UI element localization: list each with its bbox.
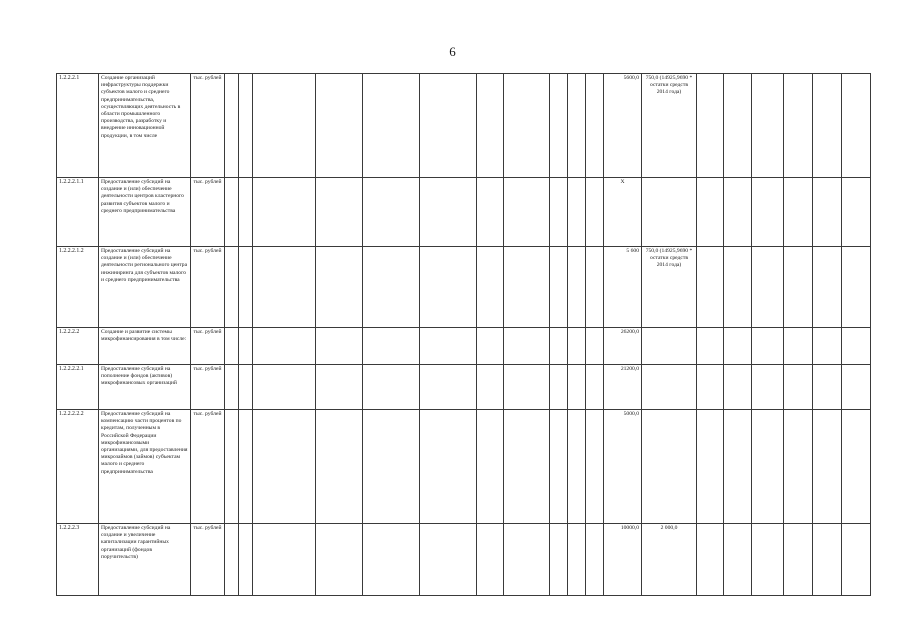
row-extra: 2 000,0 <box>642 524 697 596</box>
empty-cell <box>784 178 813 247</box>
empty-cell <box>568 178 586 247</box>
empty-cell <box>586 410 604 524</box>
empty-cell <box>420 328 477 365</box>
empty-cell <box>253 74 316 178</box>
empty-cell <box>724 524 752 596</box>
empty-cell <box>568 410 586 524</box>
empty-cell <box>253 524 316 596</box>
row-name: Предоставление субсидий на создание и (или) обеспечение деятельности регионального центра инжиниринга для субъектов малого и среднего предпринимательства <box>99 247 191 328</box>
table-row <box>57 365 871 410</box>
row-unit: тыс. рублей <box>191 74 225 178</box>
empty-cell <box>504 178 550 247</box>
empty-cell <box>724 74 752 178</box>
row-extra: 750,0 (14925,9690 * остатки средств 2014 года) <box>642 74 697 178</box>
empty-cell <box>316 247 363 328</box>
row-value: X <box>604 178 642 247</box>
empty-cell <box>568 524 586 596</box>
empty-cell <box>239 524 253 596</box>
empty-cell <box>568 328 586 365</box>
empty-cell <box>316 74 363 178</box>
empty-cell <box>724 247 752 328</box>
empty-cell <box>253 410 316 524</box>
empty-cell <box>253 365 316 410</box>
empty-cell <box>697 178 724 247</box>
empty-cell <box>363 410 420 524</box>
row-unit: тыс. рублей <box>191 410 225 524</box>
empty-cell <box>253 247 316 328</box>
empty-cell <box>813 365 842 410</box>
empty-cell <box>253 328 316 365</box>
empty-cell <box>752 524 784 596</box>
empty-cell <box>239 178 253 247</box>
row-unit: тыс. рублей <box>191 178 225 247</box>
empty-cell <box>784 247 813 328</box>
empty-cell <box>697 410 724 524</box>
empty-cell <box>842 74 871 178</box>
row-name: Предоставление субсидий на создание и увеличение капитализации гарантийных организаций (фондов поручительств) <box>99 524 191 596</box>
empty-cell <box>697 328 724 365</box>
empty-cell <box>477 365 504 410</box>
empty-cell <box>550 178 568 247</box>
empty-cell <box>550 410 568 524</box>
row-unit: тыс. рублей <box>191 524 225 596</box>
row-code: 1.2.2.2.2.2 <box>57 410 99 524</box>
empty-cell <box>316 178 363 247</box>
empty-cell <box>586 178 604 247</box>
empty-cell <box>813 328 842 365</box>
empty-cell <box>477 178 504 247</box>
empty-cell <box>363 74 420 178</box>
empty-cell <box>420 178 477 247</box>
row-code: 1.2.2.2.1.1 <box>57 178 99 247</box>
empty-cell <box>363 178 420 247</box>
empty-cell <box>784 328 813 365</box>
empty-cell <box>504 328 550 365</box>
empty-cell <box>784 524 813 596</box>
empty-cell <box>477 247 504 328</box>
empty-cell <box>724 328 752 365</box>
empty-cell <box>842 328 871 365</box>
empty-cell <box>697 74 724 178</box>
empty-cell <box>842 410 871 524</box>
empty-cell <box>697 247 724 328</box>
empty-cell <box>239 328 253 365</box>
row-value: 10000,0 <box>604 524 642 596</box>
empty-cell <box>784 365 813 410</box>
empty-cell <box>253 178 316 247</box>
row-code: 1.2.2.2.1 <box>57 74 99 178</box>
empty-cell <box>697 365 724 410</box>
empty-cell <box>225 328 239 365</box>
table-row <box>57 74 871 178</box>
row-name: Создание организаций инфраструктуры поддержки субъектов малого и среднего предпринимательства, осуществляющих деятельность в области промышленного производства, разработку и внедрение инновационной продукции, в том числе <box>99 74 191 178</box>
empty-cell <box>568 74 586 178</box>
row-unit: тыс. рублей <box>191 365 225 410</box>
empty-cell <box>813 524 842 596</box>
empty-cell <box>363 365 420 410</box>
empty-cell <box>752 74 784 178</box>
empty-cell <box>225 524 239 596</box>
row-name: Предоставление субсидий на создание и (или) обеспечение деятельности центров кластерного развития субъектов малого и среднего предпринимательства <box>99 178 191 247</box>
empty-cell <box>586 524 604 596</box>
empty-cell <box>550 247 568 328</box>
empty-cell <box>784 410 813 524</box>
empty-cell <box>504 74 550 178</box>
empty-cell <box>420 410 477 524</box>
row-value: 5600,0 <box>604 74 642 178</box>
empty-cell <box>568 365 586 410</box>
row-name: Предоставление субсидий на компенсацию части процентов по кредитам, полученным в Российской Федерации микрофинансовыми организациями, для предоставления микрозаймов (займов) субъектам малого и среднего предпринимательства <box>99 410 191 524</box>
empty-cell <box>363 524 420 596</box>
empty-cell <box>316 410 363 524</box>
empty-cell <box>842 365 871 410</box>
empty-cell <box>504 365 550 410</box>
row-name: Создание и развитие системы микрофинансирования в том числе: <box>99 328 191 365</box>
table-row <box>57 524 871 596</box>
row-code: 1.2.2.2.2 <box>57 328 99 365</box>
empty-cell <box>752 247 784 328</box>
empty-cell <box>842 178 871 247</box>
empty-cell <box>477 524 504 596</box>
empty-cell <box>752 410 784 524</box>
page-number: 6 <box>449 44 456 59</box>
row-value: 5000,0 <box>604 410 642 524</box>
empty-cell <box>842 524 871 596</box>
empty-cell <box>813 247 842 328</box>
empty-cell <box>586 365 604 410</box>
row-code: 1.2.2.2.1.2 <box>57 247 99 328</box>
row-extra <box>642 410 697 524</box>
table-row <box>57 247 871 328</box>
row-value: 26200,0 <box>604 328 642 365</box>
empty-cell <box>420 74 477 178</box>
row-unit: тыс. рублей <box>191 328 225 365</box>
empty-cell <box>724 178 752 247</box>
empty-cell <box>239 365 253 410</box>
empty-cell <box>420 365 477 410</box>
empty-cell <box>239 247 253 328</box>
empty-cell <box>752 328 784 365</box>
empty-cell <box>550 365 568 410</box>
row-value: 5 600 <box>604 247 642 328</box>
empty-cell <box>363 328 420 365</box>
empty-cell <box>225 247 239 328</box>
empty-cell <box>504 247 550 328</box>
empty-cell <box>477 410 504 524</box>
empty-cell <box>784 74 813 178</box>
empty-cell <box>225 74 239 178</box>
row-value: 21200,0 <box>604 365 642 410</box>
empty-cell <box>420 524 477 596</box>
empty-cell <box>316 365 363 410</box>
row-extra <box>642 328 697 365</box>
empty-cell <box>724 365 752 410</box>
empty-cell <box>586 328 604 365</box>
empty-cell <box>239 74 253 178</box>
budget-table <box>56 73 871 596</box>
row-extra: 750,0 (14925,9690 * остатки средств 2014 года) <box>642 247 697 328</box>
empty-cell <box>225 410 239 524</box>
empty-cell <box>225 178 239 247</box>
empty-cell <box>813 410 842 524</box>
empty-cell <box>504 524 550 596</box>
empty-cell <box>477 74 504 178</box>
empty-cell <box>225 365 239 410</box>
table-row <box>57 328 871 365</box>
empty-cell <box>316 524 363 596</box>
empty-cell <box>813 74 842 178</box>
empty-cell <box>842 247 871 328</box>
empty-cell <box>586 247 604 328</box>
empty-cell <box>504 410 550 524</box>
empty-cell <box>550 524 568 596</box>
empty-cell <box>586 74 604 178</box>
row-extra <box>642 365 697 410</box>
empty-cell <box>420 247 477 328</box>
empty-cell <box>813 178 842 247</box>
empty-cell <box>568 247 586 328</box>
row-name: Предоставление субсидий на пополнение фондов (активов) микрофинансовых организаций <box>99 365 191 410</box>
empty-cell <box>550 74 568 178</box>
row-extra <box>642 178 697 247</box>
table-row <box>57 410 871 524</box>
table-row <box>57 178 871 247</box>
empty-cell <box>550 328 568 365</box>
empty-cell <box>697 524 724 596</box>
empty-cell <box>752 178 784 247</box>
empty-cell <box>752 365 784 410</box>
row-code: 1.2.2.2.2.1 <box>57 365 99 410</box>
empty-cell <box>363 247 420 328</box>
row-unit: тыс. рублей <box>191 247 225 328</box>
row-code: 1.2.2.2.3 <box>57 524 99 596</box>
empty-cell <box>724 410 752 524</box>
empty-cell <box>239 410 253 524</box>
empty-cell <box>316 328 363 365</box>
empty-cell <box>477 328 504 365</box>
